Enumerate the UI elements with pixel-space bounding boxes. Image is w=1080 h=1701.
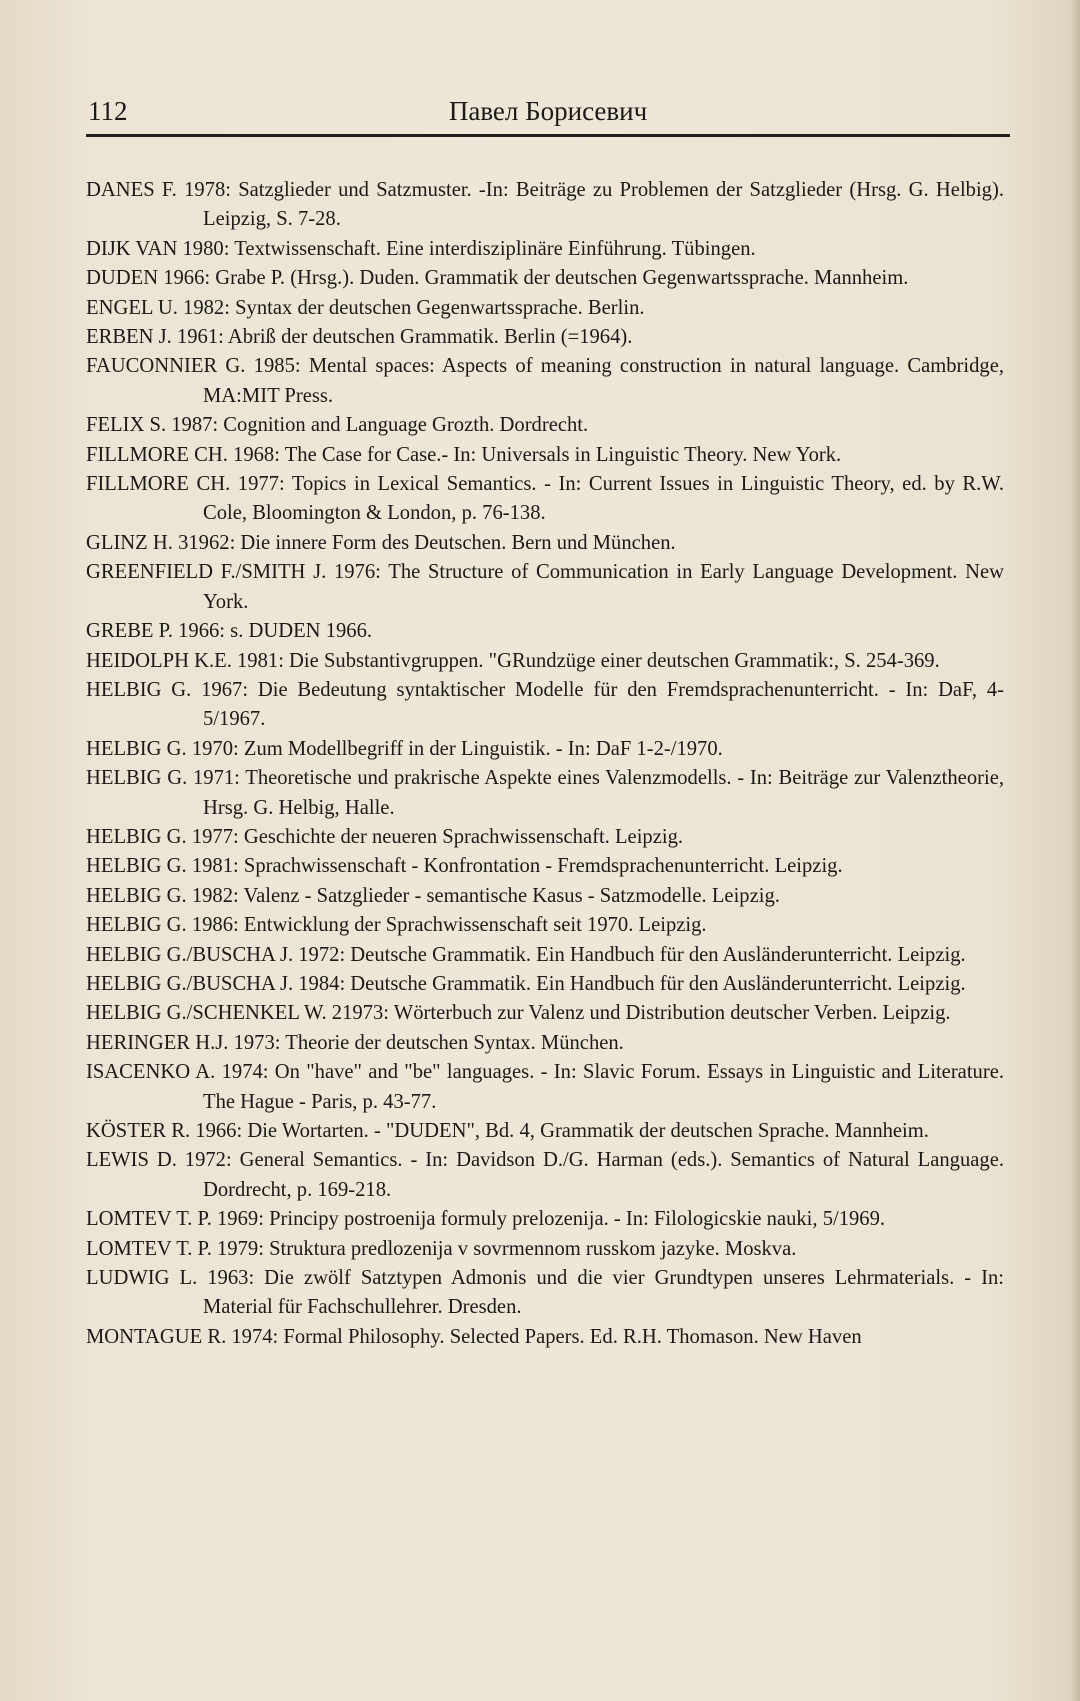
reference-entry: LOMTEV T. P. 1979: Struktura predlozenija v sovrmennom russkom jazyke. Moskva. (86, 1237, 797, 1260)
reference-entry: HELBIG G. 1967: Die Bedeutung syntaktischer Modelle für den Fremdsprachenunterricht. - In: DaF, 4-5/1967. (86, 678, 1004, 731)
reference-entry: FAUCONNIER G. 1985: Mental spaces: Aspects of meaning construction in natural language. Cambridge, MA:MIT Press. (86, 355, 1004, 407)
reference-entry: ERBEN J. 1961: Abriß der deutschen Grammatik. Berlin (=1964). (86, 326, 633, 349)
page-edge-shadow (1070, 0, 1080, 1701)
reference-entry: GLINZ H. 31962: Die innere Form des Deutschen. Bern und München. (86, 531, 676, 554)
reference-entry: HELBIG G. 1970: Zum Modellbegriff in der Linguistik. - In: DaF 1-2-/1970. (86, 737, 723, 760)
reference-entry: DANES F. 1978: Satzglieder und Satzmuster. -In: Beiträge zu Problemen der Satzglieder (Hrsg. G. Helbig). Leipzig, S. 7-28. (86, 179, 1004, 231)
page-number: 112 (88, 96, 128, 126)
bibliography-list (86, 176, 1004, 1352)
header-rule (86, 134, 1010, 137)
reference-entry: HELBIG G. 1977: Geschichte der neueren Sprachwissenschaft. Leipzig. (86, 825, 684, 848)
reference-entry: HELBIG G. 1981: Sprachwissenschaft - Konfrontation - Fremdsprachenunterricht. Leipzig. (86, 855, 843, 878)
reference-entry: FILLMORE CH. 1977: Topics in Lexical Semantics. - In: Current Issues in Linguistic Theory, ed. by R.W. Cole, Bloomington & London, p. 76-138. (86, 473, 1004, 525)
page-header (88, 92, 1008, 138)
reference-entry: HELBIG G. 1986: Entwicklung der Sprachwissenschaft seit 1970. Leipzig. (86, 914, 707, 937)
reference-entry: HEIDOLPH K.E. 1981: Die Substantivgruppen. "GRundzüge einer deutschen Grammatik:, S. 254-369. (86, 649, 940, 672)
reference-entry: FELIX S. 1987: Cognition and Language Grozth. Dordrecht. (86, 414, 589, 437)
reference-entry: HELBIG G. 1971: Theoretische und prakrische Aspekte eines Valenzmodells. - In: Beiträge zur Valenztheorie, Hrsg. G. Helbig, Halle. (86, 767, 1004, 819)
reference-entry: HELBIG G./BUSCHA J. 1984: Deutsche Grammatik. Ein Handbuch für den Ausländerunterricht. Leipzig. (86, 972, 966, 995)
reference-entry: LEWIS D. 1972: General Semantics. - In: Davidson D./G. Harman (eds.). Semantics of Natural Language. Dordrecht, p. 169-218. (86, 1149, 1004, 1201)
reference-entry: FILLMORE CH. 1968: The Case for Case.- In: Universals in Linguistic Theory. New York. (86, 443, 842, 466)
reference-entry: HELBIG G./SCHENKEL W. 21973: Wörterbuch zur Valenz und Distribution deutscher Verben. Leipzig. (86, 1002, 951, 1025)
reference-entry: LUDWIG L. 1963: Die zwölf Satztypen Admonis und die vier Grundtypen unseres Lehrmaterials. - In: Material für Fachschullehrer. Dresden. (86, 1267, 1004, 1319)
reference-entry: LOMTEV T. P. 1969: Principy postroenija formuly prelozenija. - In: Filologicskie nauki, 5/1969. (86, 1208, 886, 1231)
reference-entry: HERINGER H.J. 1973: Theorie der deutschen Syntax. München. (86, 1031, 624, 1054)
reference-entry: DUDEN 1966: Grabe P. (Hrsg.). Duden. Grammatik der deutschen Gegenwartssprache. Mannheim. (86, 267, 909, 290)
reference-entry: DIJK VAN 1980: Textwissenschaft. Eine interdisziplinäre Einführung. Tübingen. (86, 237, 756, 260)
reference-entry: HELBIG G. 1982: Valenz - Satzglieder - semantische Kasus - Satzmodelle. Leipzig. (86, 884, 780, 907)
reference-entry: GREBE P. 1966: s. DUDEN 1966. (86, 620, 373, 643)
reference-entry: KÖSTER R. 1966: Die Wortarten. - "DUDEN", Bd. 4, Grammatik der deutschen Sprache. Mannheim. (86, 1120, 929, 1142)
reference-entry: ENGEL U. 1982: Syntax der deutschen Gegenwartssprache. Berlin. (86, 296, 645, 319)
reference-entry: ISACENKO A. 1974: On "have" and "be" languages. - In: Slavic Forum. Essays in Linguistic and Literature. The Hague - Paris, p. 43-77. (86, 1061, 1004, 1113)
reference-entry: MONTAGUE R. 1974: Formal Philosophy. Selected Papers. Ed. R.H. Thomason. New Haven (86, 1325, 862, 1348)
running-title: Павел Борисевич (448, 96, 648, 126)
reference-entry: HELBIG G./BUSCHA J. 1972: Deutsche Grammatik. Ein Handbuch für den Ausländerunterricht. Leipzig. (86, 943, 966, 966)
reference-entry: GREENFIELD F./SMITH J. 1976: The Structure of Communication in Early Language Development. New York. (86, 561, 1004, 613)
